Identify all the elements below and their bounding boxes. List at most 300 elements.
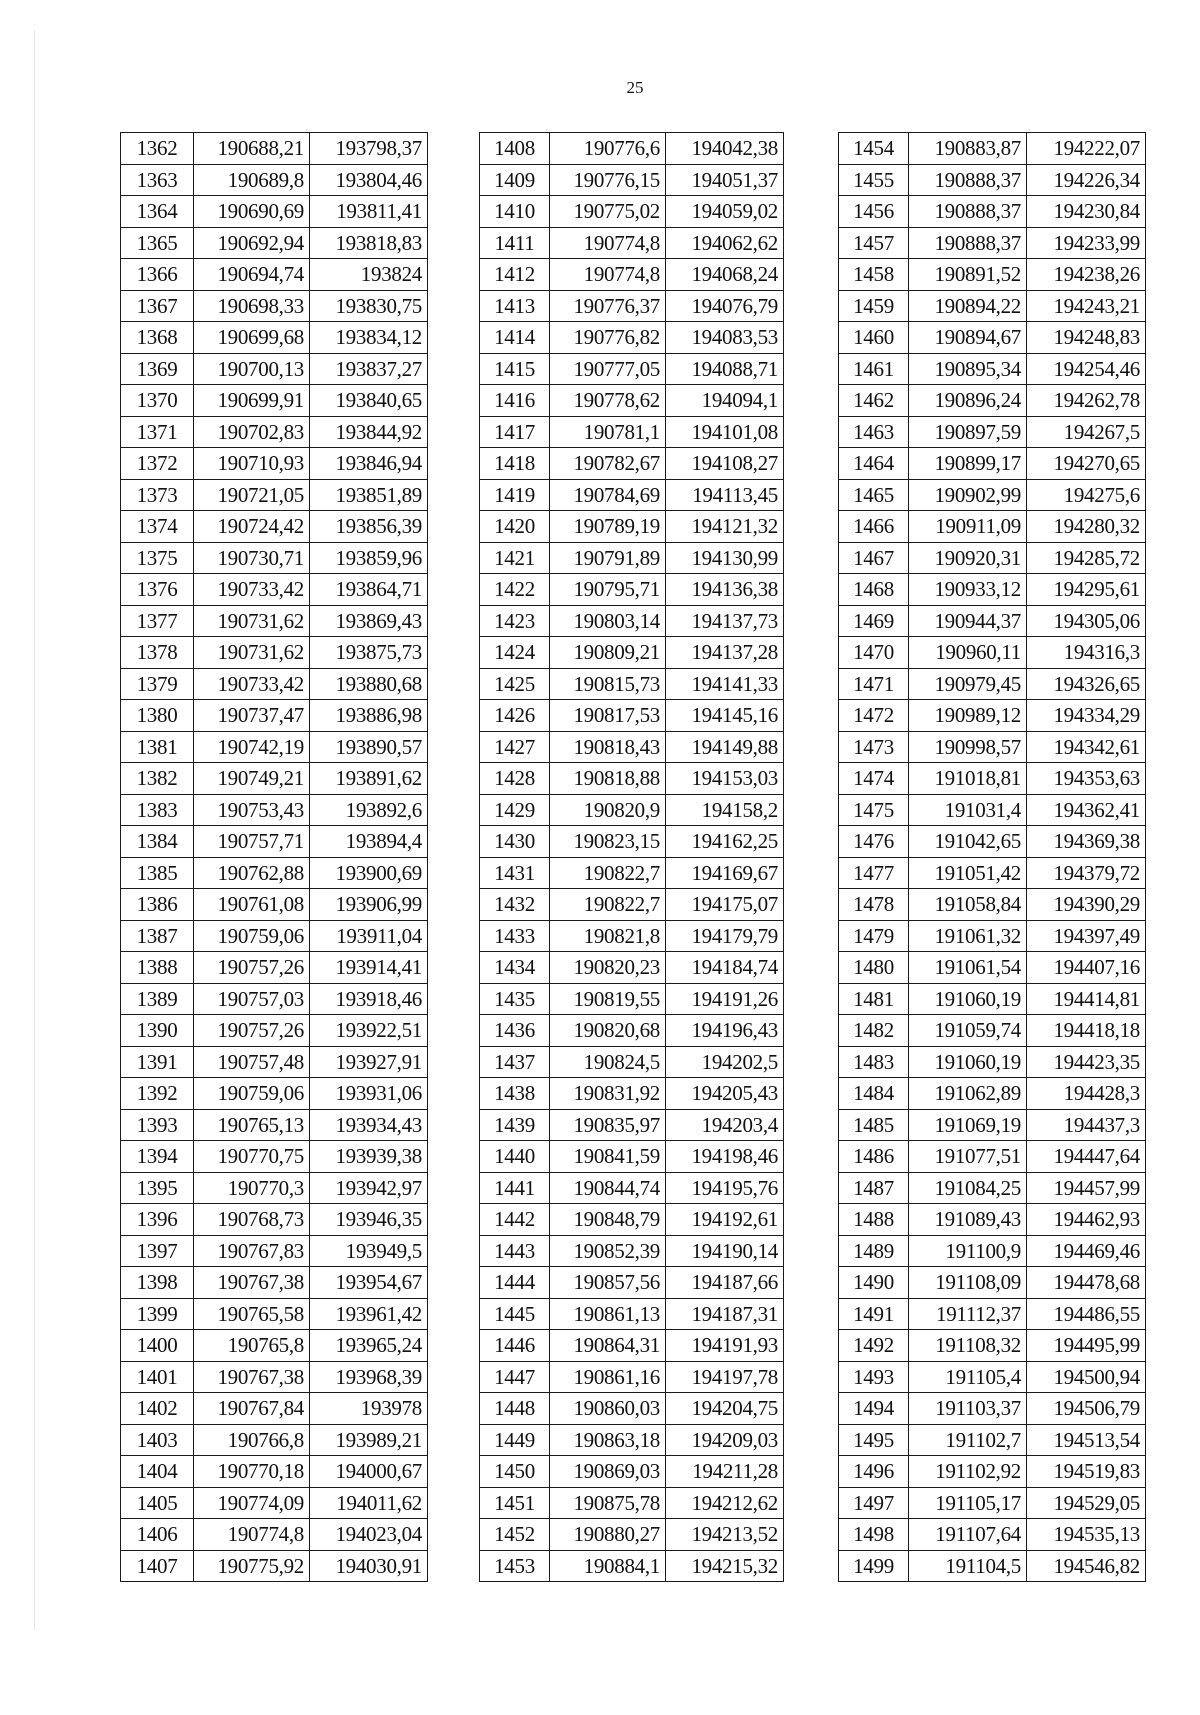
x-coordinate-cell: 190765,8 <box>194 1330 310 1362</box>
y-coordinate-cell: 194149,88 <box>666 731 784 763</box>
x-coordinate-cell: 191060,19 <box>909 983 1027 1015</box>
point-number-cell: 1366 <box>121 259 194 291</box>
point-number-cell: 1393 <box>121 1109 194 1141</box>
point-number-cell: 1463 <box>839 416 909 448</box>
x-coordinate-cell: 190733,42 <box>194 574 310 606</box>
y-coordinate-cell: 193894,4 <box>310 826 428 858</box>
y-coordinate-cell: 194068,24 <box>666 259 784 291</box>
x-coordinate-cell: 191042,65 <box>909 826 1027 858</box>
x-coordinate-cell: 191108,32 <box>909 1330 1027 1362</box>
y-coordinate-cell: 194101,08 <box>666 416 784 448</box>
table-row <box>121 857 428 889</box>
table-row <box>121 353 428 385</box>
x-coordinate-cell: 190782,67 <box>550 448 666 480</box>
point-number-cell: 1444 <box>480 1267 550 1299</box>
x-coordinate-cell: 191102,7 <box>909 1424 1027 1456</box>
x-coordinate-cell: 190699,68 <box>194 322 310 354</box>
table-row <box>480 700 784 732</box>
table-row <box>480 196 784 228</box>
y-coordinate-cell: 194495,99 <box>1027 1330 1146 1362</box>
y-coordinate-cell: 194248,83 <box>1027 322 1146 354</box>
x-coordinate-cell: 190979,45 <box>909 668 1027 700</box>
y-coordinate-cell: 194192,61 <box>666 1204 784 1236</box>
x-coordinate-cell: 190731,62 <box>194 605 310 637</box>
table-row <box>121 1235 428 1267</box>
point-number-cell: 1469 <box>839 605 909 637</box>
table-row <box>839 1487 1146 1519</box>
x-coordinate-cell: 190818,88 <box>550 763 666 795</box>
y-coordinate-cell: 194230,84 <box>1027 196 1146 228</box>
y-coordinate-cell: 193890,57 <box>310 731 428 763</box>
point-number-cell: 1424 <box>480 637 550 669</box>
y-coordinate-cell: 194478,68 <box>1027 1267 1146 1299</box>
point-number-cell: 1412 <box>480 259 550 291</box>
point-number-cell: 1496 <box>839 1456 909 1488</box>
y-coordinate-cell: 194187,66 <box>666 1267 784 1299</box>
point-number-cell: 1473 <box>839 731 909 763</box>
x-coordinate-cell: 190765,58 <box>194 1298 310 1330</box>
y-coordinate-cell: 193798,37 <box>310 133 428 165</box>
point-number-cell: 1408 <box>480 133 550 165</box>
point-number-cell: 1414 <box>480 322 550 354</box>
y-coordinate-cell: 193922,51 <box>310 1015 428 1047</box>
table-row <box>121 952 428 984</box>
y-coordinate-cell: 194254,46 <box>1027 353 1146 385</box>
table-row <box>121 448 428 480</box>
table-row <box>480 1487 784 1519</box>
table-row <box>121 983 428 1015</box>
x-coordinate-cell: 190730,71 <box>194 542 310 574</box>
point-number-cell: 1467 <box>839 542 909 574</box>
y-coordinate-cell: 193811,41 <box>310 196 428 228</box>
y-coordinate-cell: 194390,29 <box>1027 889 1146 921</box>
table-row <box>480 227 784 259</box>
y-coordinate-cell: 194187,31 <box>666 1298 784 1330</box>
y-coordinate-cell: 194362,41 <box>1027 794 1146 826</box>
y-coordinate-cell: 194215,32 <box>666 1550 784 1582</box>
y-coordinate-cell: 194326,65 <box>1027 668 1146 700</box>
x-coordinate-cell: 190757,71 <box>194 826 310 858</box>
table-row <box>121 542 428 574</box>
point-number-cell: 1490 <box>839 1267 909 1299</box>
x-coordinate-cell: 190767,83 <box>194 1235 310 1267</box>
x-coordinate-cell: 190920,31 <box>909 542 1027 574</box>
point-number-cell: 1462 <box>839 385 909 417</box>
point-number-cell: 1389 <box>121 983 194 1015</box>
point-number-cell: 1455 <box>839 164 909 196</box>
table-row <box>839 259 1146 291</box>
x-coordinate-cell: 190861,13 <box>550 1298 666 1330</box>
table-row <box>839 164 1146 196</box>
point-number-cell: 1377 <box>121 605 194 637</box>
y-coordinate-cell: 193869,43 <box>310 605 428 637</box>
table-row <box>839 1078 1146 1110</box>
x-coordinate-cell: 190765,13 <box>194 1109 310 1141</box>
y-coordinate-cell: 194500,94 <box>1027 1361 1146 1393</box>
table-row <box>121 1424 428 1456</box>
y-coordinate-cell: 193965,24 <box>310 1330 428 1362</box>
y-coordinate-cell: 193846,94 <box>310 448 428 480</box>
point-number-cell: 1458 <box>839 259 909 291</box>
y-coordinate-cell: 193911,04 <box>310 920 428 952</box>
table-row <box>839 511 1146 543</box>
point-number-cell: 1397 <box>121 1235 194 1267</box>
point-number-cell: 1381 <box>121 731 194 763</box>
point-number-cell: 1386 <box>121 889 194 921</box>
point-number-cell: 1400 <box>121 1330 194 1362</box>
x-coordinate-cell: 191103,37 <box>909 1393 1027 1425</box>
y-coordinate-cell: 194169,67 <box>666 857 784 889</box>
point-number-cell: 1367 <box>121 290 194 322</box>
point-number-cell: 1399 <box>121 1298 194 1330</box>
table-row <box>839 1109 1146 1141</box>
x-coordinate-cell: 190692,94 <box>194 227 310 259</box>
y-coordinate-cell: 194275,6 <box>1027 479 1146 511</box>
x-coordinate-cell: 190757,03 <box>194 983 310 1015</box>
y-coordinate-cell: 193840,65 <box>310 385 428 417</box>
point-number-cell: 1376 <box>121 574 194 606</box>
point-number-cell: 1409 <box>480 164 550 196</box>
table-row <box>839 668 1146 700</box>
table-row <box>480 1330 784 1362</box>
table-row <box>121 1330 428 1362</box>
table-row <box>121 763 428 795</box>
y-coordinate-cell: 193824 <box>310 259 428 291</box>
y-coordinate-cell: 194203,4 <box>666 1109 784 1141</box>
point-number-cell: 1472 <box>839 700 909 732</box>
point-number-cell: 1396 <box>121 1204 194 1236</box>
point-number-cell: 1369 <box>121 353 194 385</box>
x-coordinate-cell: 190848,79 <box>550 1204 666 1236</box>
y-coordinate-cell: 194418,18 <box>1027 1015 1146 1047</box>
table-row <box>121 1393 428 1425</box>
point-number-cell: 1413 <box>480 290 550 322</box>
x-coordinate-cell: 190883,87 <box>909 133 1027 165</box>
y-coordinate-cell: 194407,16 <box>1027 952 1146 984</box>
y-coordinate-cell: 194262,78 <box>1027 385 1146 417</box>
point-number-cell: 1487 <box>839 1172 909 1204</box>
point-number-cell: 1488 <box>839 1204 909 1236</box>
x-coordinate-cell: 190702,83 <box>194 416 310 448</box>
y-coordinate-cell: 194226,34 <box>1027 164 1146 196</box>
x-coordinate-cell: 190888,37 <box>909 227 1027 259</box>
table-row <box>121 1361 428 1393</box>
coordinate-table-3 <box>838 132 1146 1582</box>
table-row <box>121 1172 428 1204</box>
point-number-cell: 1380 <box>121 700 194 732</box>
table-row <box>121 385 428 417</box>
y-coordinate-cell: 194108,27 <box>666 448 784 480</box>
x-coordinate-cell: 190819,55 <box>550 983 666 1015</box>
y-coordinate-cell: 194088,71 <box>666 353 784 385</box>
y-coordinate-cell: 193892,6 <box>310 794 428 826</box>
x-coordinate-cell: 190767,38 <box>194 1267 310 1299</box>
table-row <box>839 857 1146 889</box>
y-coordinate-cell: 194158,2 <box>666 794 784 826</box>
point-number-cell: 1433 <box>480 920 550 952</box>
point-number-cell: 1498 <box>839 1519 909 1551</box>
x-coordinate-cell: 191060,19 <box>909 1046 1027 1078</box>
y-coordinate-cell: 194353,63 <box>1027 763 1146 795</box>
x-coordinate-cell: 191059,74 <box>909 1015 1027 1047</box>
table-row <box>121 605 428 637</box>
y-coordinate-cell: 194469,46 <box>1027 1235 1146 1267</box>
point-number-cell: 1428 <box>480 763 550 795</box>
point-number-cell: 1390 <box>121 1015 194 1047</box>
y-coordinate-cell: 194083,53 <box>666 322 784 354</box>
table-row <box>121 1109 428 1141</box>
point-number-cell: 1416 <box>480 385 550 417</box>
x-coordinate-cell: 190761,08 <box>194 889 310 921</box>
x-coordinate-cell: 190852,39 <box>550 1235 666 1267</box>
point-number-cell: 1425 <box>480 668 550 700</box>
table-row <box>839 416 1146 448</box>
point-number-cell: 1404 <box>121 1456 194 1488</box>
table-row <box>480 826 784 858</box>
table-row <box>121 479 428 511</box>
table-row <box>480 1456 784 1488</box>
x-coordinate-cell: 190888,37 <box>909 196 1027 228</box>
table-row <box>839 605 1146 637</box>
y-coordinate-cell: 194285,72 <box>1027 542 1146 574</box>
point-number-cell: 1373 <box>121 479 194 511</box>
x-coordinate-cell: 191061,32 <box>909 920 1027 952</box>
x-coordinate-cell: 191102,92 <box>909 1456 1027 1488</box>
table-row <box>121 259 428 291</box>
x-coordinate-cell: 190844,74 <box>550 1172 666 1204</box>
point-number-cell: 1480 <box>839 952 909 984</box>
table-row <box>121 700 428 732</box>
x-coordinate-cell: 190776,6 <box>550 133 666 165</box>
table-row <box>480 1519 784 1551</box>
x-coordinate-cell: 190770,3 <box>194 1172 310 1204</box>
table-row <box>839 1141 1146 1173</box>
point-number-cell: 1388 <box>121 952 194 984</box>
y-coordinate-cell: 193875,73 <box>310 637 428 669</box>
x-coordinate-cell: 190757,26 <box>194 1015 310 1047</box>
table-row <box>839 322 1146 354</box>
x-coordinate-cell: 190721,05 <box>194 479 310 511</box>
y-coordinate-cell: 194334,29 <box>1027 700 1146 732</box>
y-coordinate-cell: 193856,39 <box>310 511 428 543</box>
point-number-cell: 1419 <box>480 479 550 511</box>
table-row <box>839 133 1146 165</box>
x-coordinate-cell: 190820,68 <box>550 1015 666 1047</box>
table-row <box>121 1078 428 1110</box>
y-coordinate-cell: 193906,99 <box>310 889 428 921</box>
point-number-cell: 1461 <box>839 353 909 385</box>
table-row <box>839 196 1146 228</box>
point-number-cell: 1440 <box>480 1141 550 1173</box>
table-row <box>839 952 1146 984</box>
point-number-cell: 1411 <box>480 227 550 259</box>
x-coordinate-cell: 190689,8 <box>194 164 310 196</box>
x-coordinate-cell: 190774,09 <box>194 1487 310 1519</box>
x-coordinate-cell: 190815,73 <box>550 668 666 700</box>
point-number-cell: 1493 <box>839 1361 909 1393</box>
y-coordinate-cell: 194191,26 <box>666 983 784 1015</box>
table-row <box>480 1424 784 1456</box>
y-coordinate-cell: 194428,3 <box>1027 1078 1146 1110</box>
y-coordinate-cell: 193880,68 <box>310 668 428 700</box>
table-row <box>839 290 1146 322</box>
y-coordinate-cell: 194212,62 <box>666 1487 784 1519</box>
point-number-cell: 1363 <box>121 164 194 196</box>
y-coordinate-cell: 193942,97 <box>310 1172 428 1204</box>
point-number-cell: 1403 <box>121 1424 194 1456</box>
table-row <box>480 920 784 952</box>
y-coordinate-cell: 194238,26 <box>1027 259 1146 291</box>
y-coordinate-cell: 193859,96 <box>310 542 428 574</box>
y-coordinate-cell: 194137,28 <box>666 637 784 669</box>
table-row <box>121 1487 428 1519</box>
table-row <box>480 637 784 669</box>
x-coordinate-cell: 190784,69 <box>550 479 666 511</box>
table-row <box>121 133 428 165</box>
y-coordinate-cell: 194437,3 <box>1027 1109 1146 1141</box>
table-row <box>839 1235 1146 1267</box>
x-coordinate-cell: 191058,84 <box>909 889 1027 921</box>
table-row <box>480 668 784 700</box>
y-coordinate-cell: 193978 <box>310 1393 428 1425</box>
table-row <box>480 164 784 196</box>
point-number-cell: 1407 <box>121 1550 194 1582</box>
point-number-cell: 1450 <box>480 1456 550 1488</box>
x-coordinate-cell: 190757,48 <box>194 1046 310 1078</box>
point-number-cell: 1448 <box>480 1393 550 1425</box>
y-coordinate-cell: 194462,93 <box>1027 1204 1146 1236</box>
x-coordinate-cell: 190737,47 <box>194 700 310 732</box>
y-coordinate-cell: 194136,38 <box>666 574 784 606</box>
y-coordinate-cell: 194423,35 <box>1027 1046 1146 1078</box>
table-row <box>121 668 428 700</box>
point-number-cell: 1383 <box>121 794 194 826</box>
y-coordinate-cell: 193837,27 <box>310 353 428 385</box>
point-number-cell: 1420 <box>480 511 550 543</box>
point-number-cell: 1478 <box>839 889 909 921</box>
x-coordinate-cell: 190989,12 <box>909 700 1027 732</box>
point-number-cell: 1417 <box>480 416 550 448</box>
x-coordinate-cell: 190731,62 <box>194 637 310 669</box>
y-coordinate-cell: 194023,04 <box>310 1519 428 1551</box>
table-row <box>839 1015 1146 1047</box>
point-number-cell: 1385 <box>121 857 194 889</box>
point-number-cell: 1382 <box>121 763 194 795</box>
table-row <box>839 1456 1146 1488</box>
y-coordinate-cell: 193914,41 <box>310 952 428 984</box>
y-coordinate-cell: 194153,03 <box>666 763 784 795</box>
x-coordinate-cell: 190698,33 <box>194 290 310 322</box>
table-row <box>480 353 784 385</box>
x-coordinate-cell: 190824,5 <box>550 1046 666 1078</box>
point-number-cell: 1453 <box>480 1550 550 1582</box>
table-row <box>480 1109 784 1141</box>
y-coordinate-cell: 194202,5 <box>666 1046 784 1078</box>
point-number-cell: 1477 <box>839 857 909 889</box>
point-number-cell: 1401 <box>121 1361 194 1393</box>
table-row <box>480 731 784 763</box>
y-coordinate-cell: 193927,91 <box>310 1046 428 1078</box>
table-row <box>839 1550 1146 1582</box>
table-row <box>480 259 784 291</box>
x-coordinate-cell: 190911,09 <box>909 511 1027 543</box>
table-row <box>839 1361 1146 1393</box>
point-number-cell: 1402 <box>121 1393 194 1425</box>
x-coordinate-cell: 190818,43 <box>550 731 666 763</box>
x-coordinate-cell: 190944,37 <box>909 605 1027 637</box>
x-coordinate-cell: 190863,18 <box>550 1424 666 1456</box>
point-number-cell: 1452 <box>480 1519 550 1551</box>
point-number-cell: 1437 <box>480 1046 550 1078</box>
x-coordinate-cell: 190774,8 <box>194 1519 310 1551</box>
x-coordinate-cell: 190822,7 <box>550 889 666 921</box>
x-coordinate-cell: 190766,8 <box>194 1424 310 1456</box>
y-coordinate-cell: 194535,13 <box>1027 1519 1146 1551</box>
table-row <box>480 794 784 826</box>
x-coordinate-cell: 190884,1 <box>550 1550 666 1582</box>
x-coordinate-cell: 190831,92 <box>550 1078 666 1110</box>
table-row <box>480 1550 784 1582</box>
x-coordinate-cell: 190778,62 <box>550 385 666 417</box>
point-number-cell: 1387 <box>121 920 194 952</box>
y-coordinate-cell: 194519,83 <box>1027 1456 1146 1488</box>
x-coordinate-cell: 190759,06 <box>194 920 310 952</box>
table-row <box>480 133 784 165</box>
y-coordinate-cell: 194195,76 <box>666 1172 784 1204</box>
point-number-cell: 1439 <box>480 1109 550 1141</box>
table-row <box>480 1361 784 1393</box>
table-row <box>480 1015 784 1047</box>
table-row <box>121 1015 428 1047</box>
point-number-cell: 1492 <box>839 1330 909 1362</box>
point-number-cell: 1470 <box>839 637 909 669</box>
point-number-cell: 1486 <box>839 1141 909 1173</box>
x-coordinate-cell: 191061,54 <box>909 952 1027 984</box>
table-row <box>839 763 1146 795</box>
coordinate-table-2 <box>479 132 784 1582</box>
table-row <box>480 952 784 984</box>
y-coordinate-cell: 194062,62 <box>666 227 784 259</box>
point-number-cell: 1372 <box>121 448 194 480</box>
table-row <box>480 542 784 574</box>
y-coordinate-cell: 194267,5 <box>1027 416 1146 448</box>
x-coordinate-cell: 191018,81 <box>909 763 1027 795</box>
point-number-cell: 1364 <box>121 196 194 228</box>
x-coordinate-cell: 191062,89 <box>909 1078 1027 1110</box>
x-coordinate-cell: 190860,03 <box>550 1393 666 1425</box>
y-coordinate-cell: 194211,28 <box>666 1456 784 1488</box>
point-number-cell: 1431 <box>480 857 550 889</box>
table-row <box>121 1519 428 1551</box>
point-number-cell: 1435 <box>480 983 550 1015</box>
x-coordinate-cell: 190998,57 <box>909 731 1027 763</box>
point-number-cell: 1460 <box>839 322 909 354</box>
y-coordinate-cell: 194342,61 <box>1027 731 1146 763</box>
y-coordinate-cell: 194113,45 <box>666 479 784 511</box>
y-coordinate-cell: 194205,43 <box>666 1078 784 1110</box>
x-coordinate-cell: 191107,64 <box>909 1519 1027 1551</box>
point-number-cell: 1415 <box>480 353 550 385</box>
x-coordinate-cell: 190803,14 <box>550 605 666 637</box>
x-coordinate-cell: 190776,15 <box>550 164 666 196</box>
table-row <box>839 1393 1146 1425</box>
point-number-cell: 1495 <box>839 1424 909 1456</box>
x-coordinate-cell: 190776,82 <box>550 322 666 354</box>
y-coordinate-cell: 193864,71 <box>310 574 428 606</box>
point-number-cell: 1481 <box>839 983 909 1015</box>
table-row <box>121 1267 428 1299</box>
point-number-cell: 1475 <box>839 794 909 826</box>
